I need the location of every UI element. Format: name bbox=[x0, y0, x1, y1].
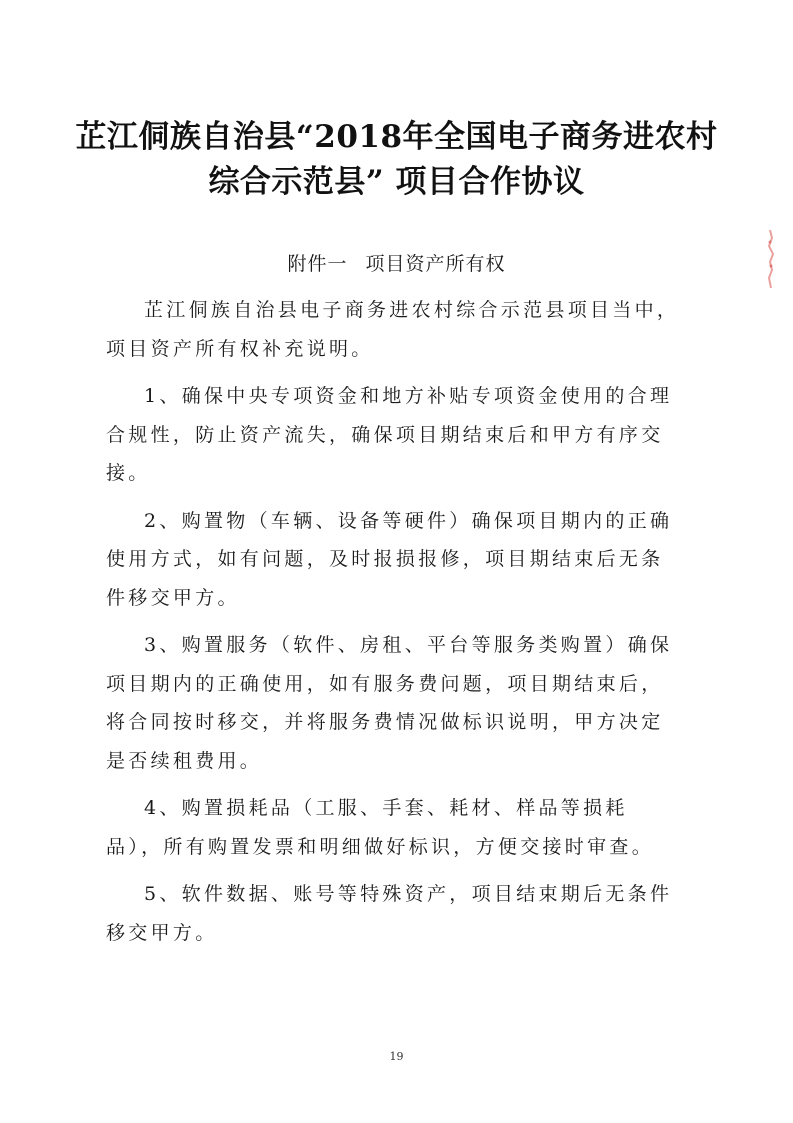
attachment-label: 附件一 bbox=[287, 253, 348, 275]
document-body bbox=[106, 291, 684, 961]
document-title-line-2: 综合示范县” 项目合作协议 bbox=[208, 164, 585, 200]
paragraph-item-2: 2、购置物（车辆、设备等硬件）确保项目期内的正确使用方式，如有问题，及时报损报修，项目期结束后无条件移交甲方。 bbox=[106, 509, 673, 609]
stamp-edge-mark bbox=[763, 228, 777, 290]
document-title-line-1: 芷江侗族自治县“2018年全国电子商务进农村 bbox=[75, 119, 718, 155]
paragraph-item-1: 1、确保中央专项资金和地方补贴专项资金使用的合理合规性，防止资产流失，确保项目期结束后和甲方有序交接。 bbox=[106, 385, 673, 484]
attachment-title: 项目资产所有权 bbox=[365, 253, 506, 275]
paragraph-item-4: 4、购置损耗品（工服、手套、耗材、样品等损耗品），所有购置发票和明细做好标识，方便交接时审查。 bbox=[106, 797, 655, 858]
attachment-heading bbox=[60, 250, 733, 278]
paragraph-item-5: 5、软件数据、账号等特殊资产，项目结束期后无条件移交甲方。 bbox=[106, 883, 673, 944]
paragraph-intro: 芷江侗族自治县电子商务进农村综合示范县项目当中，项目资产所有权补充说明。 bbox=[106, 299, 680, 360]
paragraph-item-3: 3、购置服务（软件、房租、平台等服务类购置）确保项目期内的正确使用，如有服务费问题，项目期结束后，将合同按时移交，并将服务费情况做标识说明，甲方决定是否续租费用。 bbox=[106, 634, 673, 772]
page-number: 19 bbox=[389, 1050, 404, 1063]
